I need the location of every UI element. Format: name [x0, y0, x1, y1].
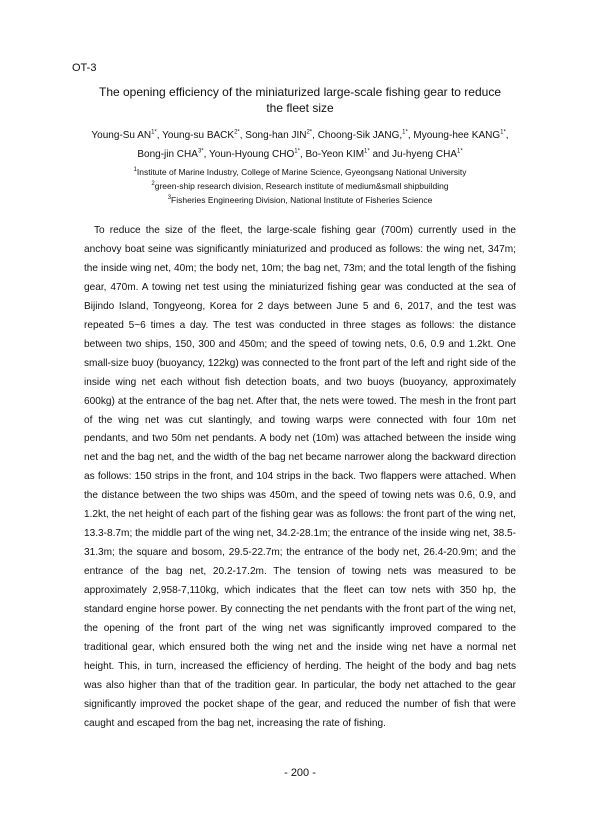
author-mark: 1*: [456, 148, 463, 155]
author-separator: ,: [299, 149, 306, 160]
author-mark: 1*: [402, 129, 408, 136]
abstract-paragraph: To reduce the size of the fleet, the large-scale fishing gear (700m) currently used in the anchovy boat seine was significantly miniaturized and produced as follows: the wing net, 347m; the inside wing net, 40m; the body net, 10m; the bag net, 73m; and the total length of the fishing gear, 470m. A towing net test using the miniaturized fishing gear was conducted at the sea of Bijindo Island, Tongyeong, Korea for 2 days between June 5 and 6, 2017, and the test was repeated 5~6 times a day. The test was conducted in three stages as follows: the distance between two ships, 150, 300 and 450m; and the speed of towing nets, 0.6, 0.9 and 1.2kt. One small-size buoy (buoyancy, 122kg) was connected to the front part of the left and right side of the inside wing net each without fish detection boats, and two buoys (buoyancy, approximately 600kg) at the entrance of the bag net. After that, the nets were towed. The mesh in the front part of the wing net was cut slantingly, and towing warps were connected with four 10m net pendants, and two 50m net pendants. A body net (10m) was attached between the inside wing net and the bag net, and the width of the bag net became narrower along the backward direction as follows: 150 strips in the front, and 104 strips in the back. Two flappers were attached. When the distance between the two ships was 450m, and the speed of towing nets was 0.6, 0.9, and 1.2kt, the net height of each part of the fishing gear was as follows: the front part of the wing net, 13.3-8.7m; the middle part of the wing net, 34.2-28.1m; the entrance of the inside wing net, 38.5-31.3m; the square and bosom, 29.5-22.7m; the entrance of the body net, 26.4-20.9m; and the entrance of the bag net, 20.2-17.2m. The tension of towing nets was measured to be approximately 2,958-7,110kg, which indicates that the fleet can tow nets with 350 hp, the standard engine horse power. By connecting the net pendants with the front part of the wing net, the opening of the front part of the wing net was significantly improved compared to the traditional gear, which ensured both the wing net and the inside wing net have a normal net height. This, in turn, increased the efficiency of herding. The height of the body and bag nets was also higher than that of the tradition gear. In particular, the body net attached to the gear significantly improved the pocket shape of the gear, and reduced the number of fish that were caught and escaped from the bag net, increasing the rate of fishing.: [84, 225, 516, 729]
affiliation-2: [60, 180, 540, 192]
affiliation-text: Institute of Marine Industry, College of Marine Science, Gyeongsang National University: [136, 167, 467, 177]
author-name: Young-su BACK: [162, 130, 235, 141]
author-separator: ,: [203, 149, 209, 160]
author-list: [60, 126, 540, 164]
affiliation-mark: 1: [133, 167, 137, 174]
author-name: Ju-hyeng CHA: [391, 149, 457, 160]
author-separator: and: [369, 149, 392, 160]
affiliation-text: green-ship research division, Research institute of medium&small shipbuilding: [154, 181, 449, 191]
title-line-2: the fleet size: [266, 101, 334, 115]
author-name: Song-han JIN: [245, 130, 307, 141]
author-mark: 2*: [306, 129, 313, 136]
author-separator: ,: [505, 130, 509, 141]
author-mark: 1*: [500, 129, 506, 136]
author-separator: ,: [156, 130, 163, 141]
author-name: Bo-Yeon KIM: [305, 149, 365, 160]
author-name: Young-Su AN: [91, 130, 152, 141]
author-mark: 2*: [234, 129, 240, 136]
affiliation-3: [60, 194, 540, 206]
author-mark: 1*: [294, 148, 300, 155]
session-code: OT-3: [72, 62, 97, 74]
author-name: Myoung-hee KANG: [413, 130, 501, 141]
author-separator: ,: [407, 130, 414, 141]
title-line-1: The opening efficiency of the miniaturized large-scale fishing gear to reduce: [98, 85, 501, 99]
author-separator: ,: [312, 130, 318, 141]
affiliation-1: [60, 166, 540, 178]
author-name: Youn-Hyoung CHO: [209, 149, 295, 160]
author-mark: 1*: [364, 148, 370, 155]
author-mark: 1*: [151, 129, 157, 136]
affiliation-text: Fisheries Engineering Division, National Institute of Fisheries Science: [171, 195, 433, 205]
paper-title: [80, 84, 520, 116]
page-number: - 200 -: [284, 767, 316, 779]
author-name: Choong-Sik JANG,: [317, 130, 403, 141]
author-mark: 3*: [197, 148, 204, 155]
affiliation-mark: 2: [151, 181, 155, 188]
author-separator: ,: [239, 130, 246, 141]
affiliation-mark: 3: [167, 195, 172, 202]
author-name: Bong-jin CHA: [137, 149, 198, 160]
